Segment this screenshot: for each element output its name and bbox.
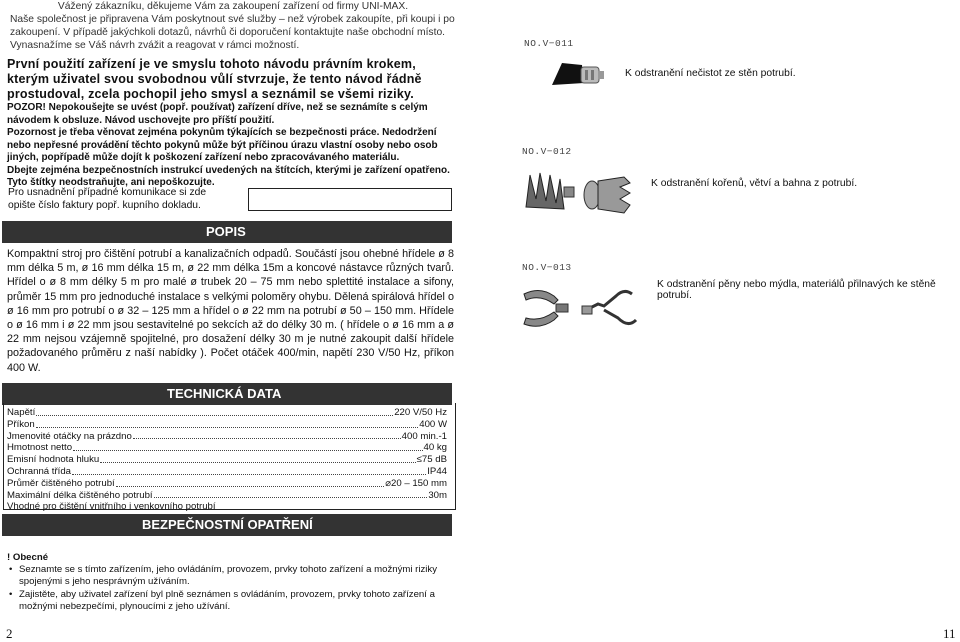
tech-row: Hmotnost netto 40 kg xyxy=(7,442,447,454)
tech-row: Emisní hodnota hluku ≤75 dB xyxy=(7,454,447,466)
accessory-code-1: NO.V−011 xyxy=(524,38,574,49)
popis-text: Kompaktní stroj pro čištění potrubí a kanalizačních odpadů. Součástí jsou ohebné hřídele ø 8 mm délka 5 m, ø 16 mm délka 15 m, ø 22 mm délka 15m a koncové nástavce různých tvarů. Hřídel o ø 8 mm délky 5 m pro malé ø trubek 20 – 75 mm nebo splettité instalace a sifony, průměr 15 mm pro jednoduché instalace s velkými poloměry ohybu. Dělená spirálová hřídel o ø 16 mm pro potrubí o ø 32 – 125 mm a hřídel o ø 22 mm na potrubí ø 50 – 150 mm. Hřídele o ø 16 mm i ø 22 mm jsou sestavitelné po sekcích až do délky 30 m. ( hřídele o ø 16 mm a ø 22 mm nejsou vzájemně spojitelné, pro dosažení délky 30 m je nutné zakoupit další hřídele požadovaného průměru z naší nabídky ). Počet otáček 400/min, napětí 230 V/50 Hz, příkon 400 W. xyxy=(7,248,454,374)
accessory-code-3: NO.V−013 xyxy=(522,262,572,273)
intro-greeting: Vážený zákazníku, děkujeme Vám za zakoupení zařízení od firmy UNI-MAX. xyxy=(57,1,409,12)
list-item: • Seznamte se s tímto zařízením, jeho ovládáním, provozem, prvky tohoto zařízení a možnými riziky spojenými s jeho nesprávným užíváním. xyxy=(19,564,457,588)
spring-cutter-icon xyxy=(520,280,640,335)
tech-row: Napětí 220 V/50 Hz xyxy=(7,407,447,418)
popis-title: POPIS xyxy=(206,224,246,239)
intro-text: Naše společnost je připravena Vám poskytnout své služby – než výrobek zakoupíte, při koupi i po zakoupení. V případě jakýchkoli dotazů, návrhů či doporučení kontaktujte naše obchodní místo. Vynasnažíme se Váš návrh zvážit a reagovat v rámci možností. xyxy=(10,14,455,51)
warning-block xyxy=(7,57,457,190)
tech-row: Průměr čištěného potrubí ⌀20 – 150 mm xyxy=(7,477,447,489)
root-cutter-icon xyxy=(520,163,640,223)
page-number-left: 2 xyxy=(6,626,13,641)
tech-table xyxy=(3,403,456,513)
tech-row: Maximální délka čištěného potrubí 30m xyxy=(7,489,447,501)
tech-row: Ochranná třída IP44 xyxy=(7,466,447,477)
warning-caution: POZOR! Nepokoušejte se uvést (popř. používat) zařízení dříve, než se seznámíte s celým návodem k obsluze. Návod uschovejte pro příští použití. xyxy=(7,102,428,126)
warning-main: První použití zařízení je ve smyslu tohoto návodu právním krokem, kterým uživatel svou svobodnou vůlí stvrzuje, že tento návod řádně prostudoval, zcela pochopil jeho smysl a seznámil se všemi riziky. xyxy=(7,57,422,101)
page-number-right: 11 xyxy=(943,626,956,641)
safety-title: BEZPEČNOSTNÍ OPATŘENÍ xyxy=(142,517,313,532)
tech-row: Příkon 400 W xyxy=(7,418,447,430)
warning-attention: Pozornost je třeba věnovat zejména pokynům týkajících se bezpečnosti práce. Nedodržení nebo nepřesné provádění těchto pokynů může být příčinou úrazu vlastní osoby nebo osob jiných, popřípadě může dojít k poškození zařízení nebo zpracovávaného materiálu. xyxy=(7,127,438,163)
warning-labels: Dbejte zejména bezpečnostních instrukcí uvedených na štítcích, kterými je zařízení opatřeno. Tyto štítky neodstraňujte, ani nepoškozujte. xyxy=(7,164,450,188)
invoice-number-field[interactable] xyxy=(248,188,452,211)
accessory-code-2: NO.V−012 xyxy=(522,146,572,157)
list-item: • Zajistěte, aby uživatel zařízení byl plně seznámen s ovládáním, provozem, prvky tohoto zařízení a možnými nebezpečími, plynoucími z jeho užívání. xyxy=(19,589,457,613)
safety-heading xyxy=(2,514,452,536)
safety-block xyxy=(7,552,457,614)
invoice-note: Pro usnadnění případné komunikace si zde opište číslo faktury popř. kupního dokladu. xyxy=(8,187,207,211)
safety-subhead: ! Obecné xyxy=(7,552,49,563)
accessory-desc-3: K odstranění pěny nebo mýdla, materiálů přilnavých ke stěně potrubí. xyxy=(657,279,936,301)
tech-title: TECHNICKÁ DATA xyxy=(167,386,282,401)
tech-row: Vhodné pro čištění vnitřního i venkovního potrubí xyxy=(7,501,216,513)
intro xyxy=(10,0,456,52)
popis-heading xyxy=(2,221,452,243)
safety-list xyxy=(7,564,457,613)
accessory-desc-1: K odstranění nečistot ze stěn potrubí. xyxy=(625,68,796,79)
accessory-desc-2: K odstranění kořenů, větví a bahna z potrubí. xyxy=(651,178,858,189)
tech-heading xyxy=(2,383,452,405)
tech-row: Jmenovité otáčky na prázdno 400 min.-1 xyxy=(7,430,447,442)
brush-nozzle-icon xyxy=(548,55,606,95)
